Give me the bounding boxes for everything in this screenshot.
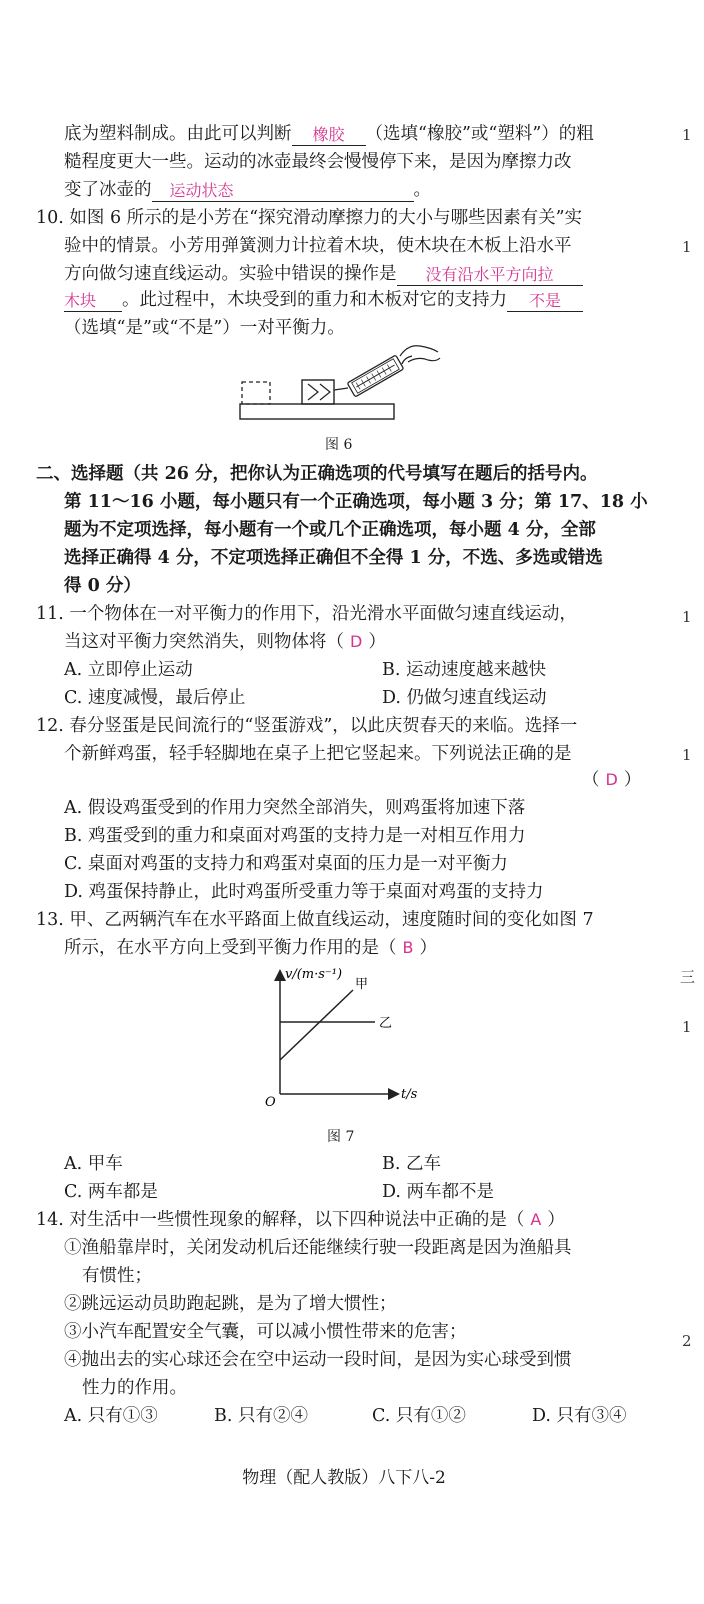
q9-line1: 底为塑料制成。由此可以判断 橡胶 （选填“橡胶”或“塑料”）的粗 [64, 124, 594, 144]
x-axis-label: t/s [401, 1087, 418, 1102]
q14-option-b: B. 只有②④ [214, 1406, 308, 1426]
q9-answer-2: 运动状态 [169, 181, 234, 200]
q14-option-d: D. 只有③④ [532, 1406, 627, 1426]
q12-option-a: A. 假设鸡蛋受到的作用力突然全部消失，则鸡蛋将加速下落 [64, 798, 526, 818]
q12-answer: D [605, 770, 618, 789]
q12-option-c: C. 桌面对鸡蛋的支持力和鸡蛋对桌面的压力是一对平衡力 [64, 854, 508, 874]
q11-option-a: A. 立即停止运动 [64, 660, 193, 680]
section2-line4: 选择正确得 4 分，不定项选择正确但不全得 1 分，不选、多选或错选 [64, 548, 603, 568]
line-jia [280, 990, 353, 1060]
q12-option-b: B. 鸡蛋受到的重力和桌面对鸡蛋的支持力是一对相互作用力 [64, 826, 526, 846]
origin-label: O [265, 1095, 276, 1110]
q13-option-c: C. 两车都是 [64, 1182, 158, 1202]
pull-string [334, 388, 348, 390]
q14-option-c: C. 只有①② [372, 1406, 466, 1426]
q13-option-d: D. 两车都不是 [382, 1182, 495, 1202]
section2-line1: 二、选择题（共 26 分，把你认为正确选项的代号填写在题后的括号内。 [36, 464, 598, 484]
q12-line2: 个新鲜鸡蛋，轻手轻脚地在桌子上把它竖起来。下列说法正确的是 [64, 744, 572, 764]
wooden-board [240, 404, 394, 419]
q14-option-a: A. 只有①③ [64, 1406, 158, 1426]
hand-drawing [400, 346, 440, 364]
q9-line2: 糙程度更大一些。运动的冰壶最终会慢慢停下来，是因为摩擦力改 [64, 152, 572, 172]
spring-scale [347, 355, 403, 397]
q12-line1: 12. 春分竖蛋是民间流行的“竖蛋游戏”，以此庆贺春天的来临。选择一 [36, 716, 578, 736]
edge-mark-6: 1 [682, 1018, 692, 1036]
q10-line5: （选填“是”或“不是”）一对平衡力。 [64, 318, 345, 338]
q11-option-b: B. 运动速度越来越快 [382, 660, 546, 680]
q11-option-d: D. 仍做匀速直线运动 [382, 688, 547, 708]
q10-line4: 木块 。此过程中，木块受到的重力和木板对它的支持力 不是 [64, 288, 583, 312]
q12-option-d: D. 鸡蛋保持静止，此时鸡蛋所受重力等于桌面对鸡蛋的支持力 [64, 882, 544, 902]
edge-mark-4: 1 [682, 746, 692, 764]
q14-answer: A [530, 1210, 542, 1229]
q13-option-b: B. 乙车 [382, 1154, 441, 1174]
q10-answer-1-cont: 木块 [64, 291, 97, 310]
q14-statement-2: ②跳远运动员助跑起跳，是为了增大惯性； [64, 1294, 397, 1314]
q11-line2: 当这对平衡力突然消失，则物体将（ D ） [64, 632, 386, 652]
edge-mark-5: 三 [680, 968, 696, 986]
q14-line1: 14. 对生活中一些惯性现象的解释，以下四种说法中正确的是（ A ） [36, 1210, 565, 1230]
q10-line1: 10. 如图 6 所示的是小芳在“探究滑动摩擦力的大小与哪些因素有关”实 [36, 208, 583, 228]
q14-statement-3: ③小汽车配置安全气囊，可以减小惯性带来的危害； [64, 1322, 467, 1342]
label-yi: 乙 [379, 1016, 393, 1031]
q12-answer-bracket: （ D ） [582, 770, 642, 790]
q13-line1: 13. 甲、乙两辆汽车在水平路面上做直线运动，速度随时间的变化如图 7 [36, 910, 594, 930]
label-jia: 甲 [355, 977, 369, 992]
q14-statement-1-cont: 有惯性； [82, 1266, 152, 1286]
q11-answer: D [350, 632, 363, 651]
section2-line2: 第 11～16 小题，每小题只有一个正确选项，每小题 3 分；第 17、18 小 [64, 492, 648, 512]
q14-statement-1: ①渔船靠岸时，关闭发动机后还能继续行驶一段距离是因为渔船具 [64, 1238, 572, 1258]
section2-line3: 题为不定项选择，每小题有一个或几个正确选项，每小题 4 分，全部 [64, 520, 596, 540]
q10-answer-2: 不是 [528, 291, 561, 310]
edge-mark-7: 2 [682, 1332, 692, 1350]
section2-line5: 得 0 分） [64, 576, 141, 596]
q11-option-c: C. 速度减慢，最后停止 [64, 688, 246, 708]
figure-7-caption: 图 7 [327, 1129, 355, 1145]
q14-statement-4-cont: 性力的作用。 [82, 1378, 187, 1398]
q13-option-a: A. 甲车 [64, 1154, 123, 1174]
edge-mark-3: 1 [682, 608, 692, 626]
q13-answer: B [402, 938, 414, 957]
q10-answer-1: 没有沿水平方向拉 [425, 265, 554, 284]
figure-6-caption: 图 6 [325, 437, 353, 453]
edge-mark-2: 1 [682, 238, 692, 256]
figure-6-spring-scale-diagram [232, 334, 442, 426]
q10-line2: 验中的情景。小芳用弹簧测力计拉着木块，使木块在木板上沿水平 [64, 236, 572, 256]
figure-7-velocity-time-graph [255, 964, 435, 1114]
q9-answer-1: 橡胶 [312, 125, 345, 144]
page-footer: 物理（配人教版）八下八-2 [242, 1468, 446, 1488]
q13-line2: 所示，在水平方向上受到平衡力作用的是（ B ） [64, 938, 437, 958]
dashed-block-outline [242, 382, 270, 404]
q11-line1: 11. 一个物体在一对平衡力的作用下，沿光滑水平面做匀速直线运动， [36, 604, 577, 624]
edge-mark-1: 1 [682, 126, 692, 144]
block-pattern [308, 384, 330, 400]
y-axis-label: v/(m·s⁻¹) [285, 967, 343, 982]
q14-statement-4: ④抛出去的实心球还会在空中运动一段时间，是因为实心球受到惯 [64, 1350, 572, 1370]
q9-line3: 变了冰壶的 运动状态 。 [64, 180, 431, 200]
q10-line3: 方向做匀速直线运动。实验中错误的操作是 没有沿水平方向拉 [64, 262, 583, 286]
